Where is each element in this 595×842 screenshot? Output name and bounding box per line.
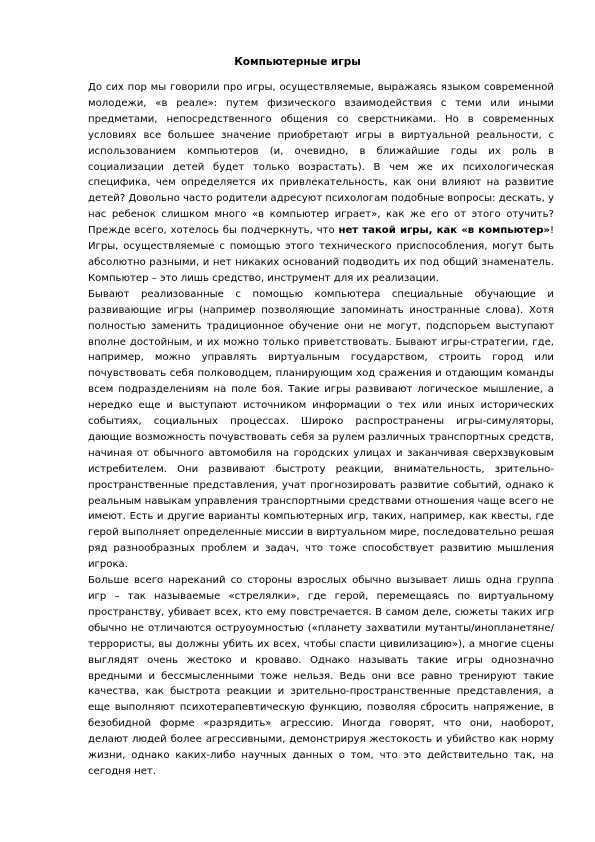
- paragraph-3: [88, 573, 554, 780]
- document-body: [88, 80, 554, 780]
- document-title: Компьютерные игры: [234, 56, 361, 68]
- paragraph-3-text: Больше всего нареканий со стороны взрослых обычно вызывает лишь одна группа игр – так называемые «стрелялки», где герой, перемещаясь по виртуальному пространству, убивает всех, кто ему повстречается. В самом деле, сюжеты таких игр обычно не отличаются оструоумностью («планету захватили мутанты/инопланетяне/ террористы, вы должны убить их всех, чтобы спасти цивилизацию»), а многие сцены выглядят очень жестоко и кроваво. Однако называть такие игры однозначно вредными и бессмысленными тоже нельзя. Ведь они все равно тренируют такие качества, как быстрота реакции и зрительно-пространственные представления, а еще выполняют психотерапевтическую функцию, позволяя сбросить напряжение, в безобидной форме «разрядить» агрессию. Иногда говорят, что они, наоборот, делают людей более агрессивными, демонстрируя жестокость и убийство как норму жизни, однако каких-либо научных данных о том, что это действительно так, на сегодня нет.: [88, 575, 554, 777]
- paragraph-1: [88, 80, 554, 287]
- paragraph-2: [88, 287, 554, 573]
- paragraph-1-text-end: ! Игры, осуществляемые с помощью этого технического приспособления, могут быть абсолютно разными, и нет никаких оснований подводить их под общий знаменатель. Компьютер – это лишь средство, инструмент для их реализации.: [88, 225, 554, 284]
- paragraph-1-bold-phrase: нет такой игры, как «в компьютер»: [338, 225, 550, 237]
- paragraph-1-text-start: До сих пор мы говорили про игры, осуществляемые, выражаясь языком современной молодежи, «в реале»: путем физического взаимодействия с теми или иными предметами, непосредственного общения со сверстниками. Но в современных условиях все большее значение приобретают игры в виртуальной реальности, с использованием компьютеров (и, очевидно, в ближайшие годы их роль в социализации детей будет только возрастать). В чем же их психологическая специфика, чем определяется их привлекательность, как они влияют на развитие детей? Довольно часто родители адресуют психологам подобные вопросы: дескать, у нас ребенок слишком много «в компьютер играет», как же его от этого отучить? Прежде всего, хотелось бы подчеркнуть, что: [88, 82, 554, 237]
- paragraph-2-text: Бывают реализованные с помощью компьютера специальные обучающие и развивающие игры (например позволяющие запоминать иностранные слова). Хотя полностью заменить традиционное обучение они не могут, подспорьем выступают вполне достойным, и их можно только приветствовать. Бывают игры-стратегии, где, например, можно управлять виртуальным государством, строить город или почувствовать себя полководцем, планирующим ход сражения и отдающим команды всем подразделениям на поле боя. Такие игры развивают логическое мышление, а нередко еще и выступают источником информации о тех или иных исторических событиях, социальных процессах. Широко распространены игры-симуляторы, дающие возможность почувствовать себя за рулем различных транспортных средств, начиная от обычного автомобиля на городских улицах и заканчивая сверхзвуковым истребителем. Они развивают быстроту реакции, внимательность, зрительно-пространственные представления, учат прогнозировать развитие событий, однако к реальным навыкам управления транспортными средствами отношения чаще всего не имеют. Есть и другие варианты компьютерных игр, таких, например, как квесты, где герой выполняет определенные миссии в виртуальном мире, последовательно решая ряд разнообразных проблем и задач, что тоже способствует развитию мышления игрока.: [88, 288, 555, 571]
